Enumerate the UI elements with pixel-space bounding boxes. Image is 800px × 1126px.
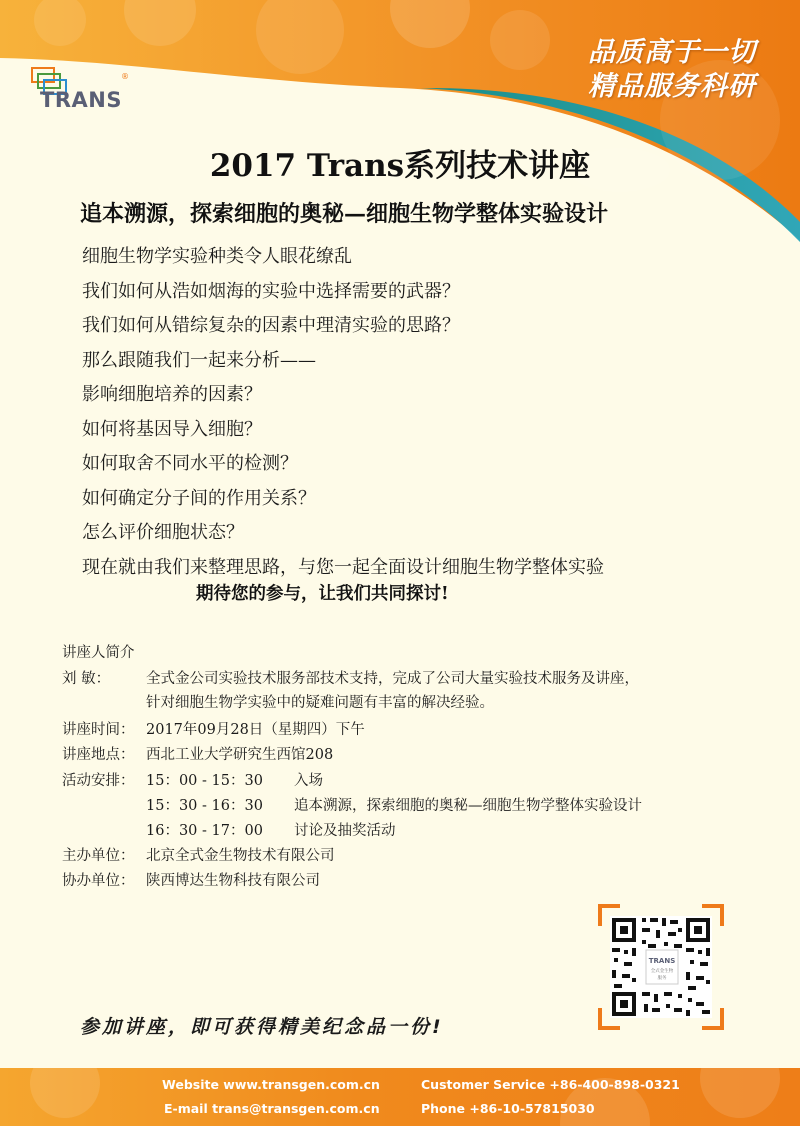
intro-list	[82, 240, 604, 585]
intro-line: 我们如何从浩如烟海的实验中选择需要的武器？	[82, 280, 460, 302]
gift-notice: 参加讲座，即可获得精美纪念品一份!	[80, 1016, 444, 1038]
co-host-value: 陕西博达生物科技有限公司	[146, 873, 320, 889]
schedule-item: 讨论及抽奖活动	[294, 823, 396, 839]
page-subtitle: 追本溯源，探索细胞的奥秘—细胞生物学整体实验设计	[80, 201, 609, 227]
host-value: 北京全式金生物技术有限公司	[146, 848, 335, 864]
logo-text: TRANS	[40, 88, 122, 112]
place-label: 讲座地点：	[62, 747, 135, 763]
intro-line: 我们如何从错综复杂的因素中理清实验的思路？	[82, 315, 460, 336]
speaker-bio-line-2: 针对细胞生物学实验中的疑难问题有丰富的解决经验。	[146, 695, 494, 711]
intro-line: 细胞生物学实验种类令人眼花缭乱	[82, 246, 352, 267]
page-title: 2017 Trans系列技术讲座	[209, 148, 591, 184]
footer-website[interactable]: Website www.transgen.com.cn	[162, 1077, 380, 1092]
schedule-label: 活动安排：	[62, 773, 135, 789]
footer-phone: Phone +86-10-57815030	[421, 1101, 595, 1116]
time-label: 讲座时间：	[62, 722, 135, 738]
schedule-time: 15：30 - 16：30	[146, 798, 263, 814]
intro-line: 影响细胞培养的因素？	[82, 384, 262, 405]
intro-line: 现在就由我们来整理思路，与您一起全面设计细胞生物学整体实验	[82, 556, 604, 578]
host-label: 主办单位：	[62, 848, 135, 864]
footer-decoration	[700, 1068, 780, 1118]
qr-center-caption: 全式金生物	[650, 969, 674, 974]
qr-center-caption: 服务	[657, 976, 667, 981]
schedule-item: 入场	[294, 773, 323, 789]
qr-code-icon	[598, 904, 724, 1030]
registered-mark: ®	[121, 72, 129, 81]
speaker-heading: 讲座人简介	[62, 645, 135, 661]
intro-line: 那么跟随我们一起来分析——	[82, 349, 316, 371]
slogan-line-2: 精品服务科研	[588, 71, 756, 102]
co-host-label: 协办单位：	[62, 873, 135, 889]
speaker-name: 刘 敏：	[62, 671, 111, 687]
slogan-line-1: 品质高于一切	[588, 37, 756, 68]
intro-line: 如何取舍不同水平的检测？	[82, 453, 298, 474]
footer-email[interactable]: E-mail trans@transgen.com.cn	[164, 1101, 380, 1116]
speaker-bio-line-1: 全式金公司实验技术服务部技术支持，完成了公司大量实验技术服务及讲座，	[146, 671, 639, 687]
place-value: 西北工业大学研究生西馆208	[146, 747, 334, 763]
invitation-text: 期待您的参与，让我们共同探讨!	[196, 584, 449, 604]
intro-line: 如何确定分子间的作用关系？	[82, 487, 316, 509]
qr-code[interactable]	[598, 904, 724, 1030]
schedule-time: 16：30 - 17：00	[146, 823, 263, 839]
footer-customer-service: Customer Service +86-400-898-0321	[421, 1077, 680, 1092]
time-value: 2017年09月28日（星期四）下午	[146, 722, 365, 738]
schedule-item: 追本溯源，探索细胞的奥秘—细胞生物学整体实验设计	[294, 798, 642, 814]
footer-decoration	[30, 1068, 100, 1118]
footer-bar	[0, 1068, 800, 1126]
qr-center-logo: TRANS	[648, 957, 676, 965]
schedule-time: 15：00 - 15：30	[146, 773, 263, 789]
intro-line: 如何将基因导入细胞？	[82, 418, 262, 440]
intro-line: 怎么评价细胞状态？	[82, 522, 244, 543]
